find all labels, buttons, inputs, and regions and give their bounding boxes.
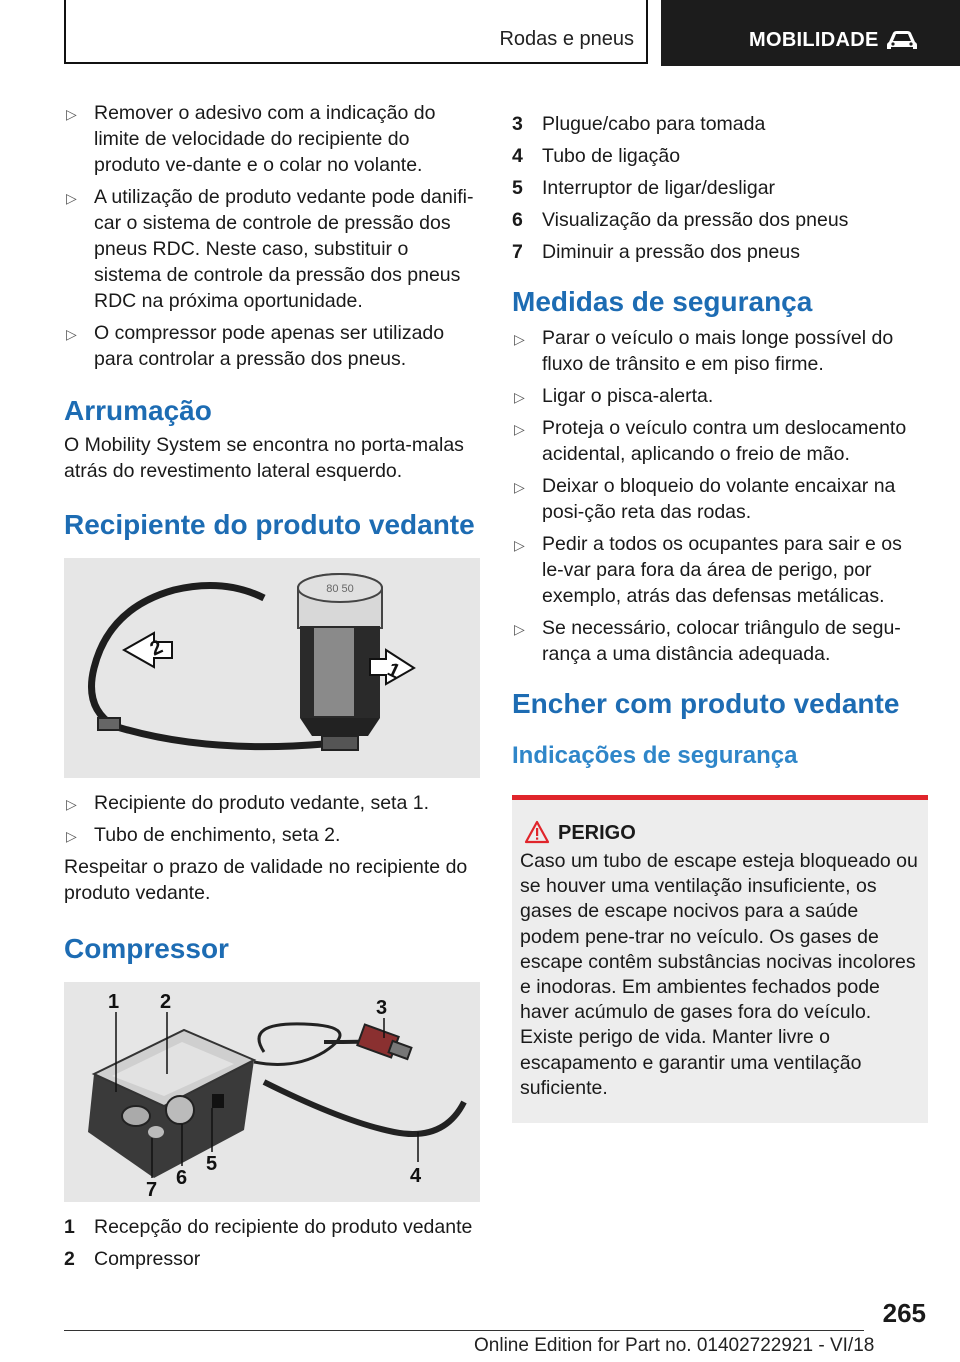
- triangle-bullet-icon: ▷: [514, 479, 525, 495]
- triangle-bullet-icon: ▷: [514, 537, 525, 553]
- right-column: [512, 111, 928, 1123]
- legend-row: 5 Interruptor de ligar/desligar: [512, 177, 776, 199]
- figure-label-1: 1: [108, 991, 120, 1013]
- figure-label-7: 7: [146, 1179, 158, 1201]
- bullet-item: ▷ A utilização de produto vedante pode danifi-car o sistema de controle de pressão dos pneus RDC. Neste caso, substituir o sistema de controle da pressão dos pneus RDC na próxima oportunidade.: [66, 186, 474, 312]
- triangle-bullet-icon: ▷: [66, 326, 77, 342]
- triangle-bullet-icon: ▷: [66, 190, 77, 206]
- bullet-item: ▷ Deixar o bloqueio do volante encaixar na posi-ção reta das rodas.: [514, 475, 896, 523]
- section-title-fill: Encher com produto vedante: [512, 688, 900, 719]
- warning-text: Caso um tubo de escape esteja bloqueado ou se houver uma ventilação insuficiente, os gases de escape nocivos para a saúde podem pene-trar no veículo. Os gases de escape contêm substâncias nocivas incolores e inodoras. Em ambientes fechados pode haver acúmulo de gases fora do veículo. Existe perigo de vida. Manter livre o escapamento e garantir uma ventilação suficiente.: [520, 850, 918, 1099]
- figure-label-6: 6: [176, 1167, 188, 1189]
- triangle-bullet-icon: ▷: [66, 796, 77, 812]
- legend-row: 2 Compressor: [64, 1248, 201, 1270]
- compressor-illustration: [64, 982, 480, 1202]
- footer-divider: [64, 1330, 864, 1331]
- page-number: 265: [882, 1298, 926, 1328]
- bullet-item: ▷ O compressor pode apenas ser utilizado para controlar a pressão dos pneus.: [66, 322, 445, 370]
- section-title-sealant: Recipiente do produto vedante: [64, 509, 475, 540]
- bullet-item: ▷ Ligar o pisca-alerta.: [512, 383, 928, 409]
- figure-label-5: 5: [206, 1153, 218, 1175]
- triangle-bullet-icon: ▷: [514, 331, 525, 347]
- header-frame: [64, 0, 648, 64]
- can-label: 80 50: [326, 583, 354, 595]
- triangle-bullet-icon: ▷: [514, 621, 525, 637]
- footer-edition: Online Edition for Part no. 01402722921 - VI/18: [474, 1335, 875, 1356]
- figure-label-2: 2: [146, 635, 167, 661]
- compressor-figure: [64, 982, 480, 1202]
- warning-triangle-icon: [524, 820, 550, 844]
- triangle-bullet-icon: ▷: [66, 828, 77, 844]
- bullet-item: ▷ Parar o veículo o mais longe possível do fluxo de trânsito e em piso firme.: [514, 327, 894, 375]
- section-title-storage: Arrumação: [64, 395, 212, 426]
- danger-warning-box: [512, 795, 928, 1123]
- bullet-item: ▷ Recipiente do produto vedante, seta 1.: [64, 790, 480, 816]
- figure-label-2: 2: [160, 991, 172, 1013]
- sealant-illustration: [64, 558, 480, 778]
- storage-text: O Mobility System se encontra no porta-malas atrás do revestimento lateral esquerdo.: [64, 434, 464, 482]
- legend-row: 3 Plugue/cabo para tomada: [512, 113, 766, 135]
- header-chapter-tab: [661, 0, 960, 66]
- bullet-item: ▷ Se necessário, colocar triângulo de segu-rança a uma distância adequada.: [514, 617, 901, 665]
- legend-row: 7 Diminuir a pressão dos pneus: [512, 241, 800, 263]
- bullet-item: ▷ Pedir a todos os ocupantes para sair e os le-var para fora da área de perigo, por exemplo, atrás das defensas metálicas.: [514, 533, 902, 607]
- figure-label-3: 3: [376, 997, 388, 1019]
- bullet-item: ▷ Tubo de enchimento, seta 2.: [64, 822, 480, 848]
- sealant-figure: [64, 558, 480, 778]
- triangle-bullet-icon: ▷: [514, 421, 525, 437]
- bullet-item: ▷ Remover o adesivo com a indicação do limite de velocidade do recipiente do produto ve-dante e o colar no volante.: [66, 102, 436, 176]
- warning-title: PERIGO: [558, 822, 636, 844]
- chapter-label: MOBILIDADE: [749, 29, 879, 51]
- sealant-expiry-text: Respeitar o prazo de validade no recipiente do produto vedante.: [64, 856, 468, 904]
- section-title-safety: Medidas de segurança: [512, 286, 813, 317]
- header-section-title: Rodas e pneus: [499, 28, 634, 50]
- bullet-item: ▷ Proteja o veículo contra um deslocamento acidental, aplicando o freio de mão.: [514, 417, 907, 465]
- section-title-compressor: Compressor: [64, 933, 229, 964]
- left-column: [64, 100, 480, 1278]
- legend-row: 6 Visualização da pressão dos pneus: [512, 209, 849, 231]
- figure-label-4: 4: [410, 1165, 422, 1187]
- triangle-bullet-icon: ▷: [514, 389, 525, 405]
- legend-row: 4 Tubo de ligação: [512, 145, 681, 167]
- triangle-bullet-icon: ▷: [66, 106, 77, 122]
- figure-label-1: 1: [383, 658, 404, 684]
- warning-title-row: [520, 822, 920, 845]
- car-icon: [885, 28, 919, 52]
- subsection-title-safety-notes: Indicações de segurança: [512, 742, 798, 769]
- legend-row: 1 Recepção do recipiente do produto vedante: [64, 1216, 473, 1238]
